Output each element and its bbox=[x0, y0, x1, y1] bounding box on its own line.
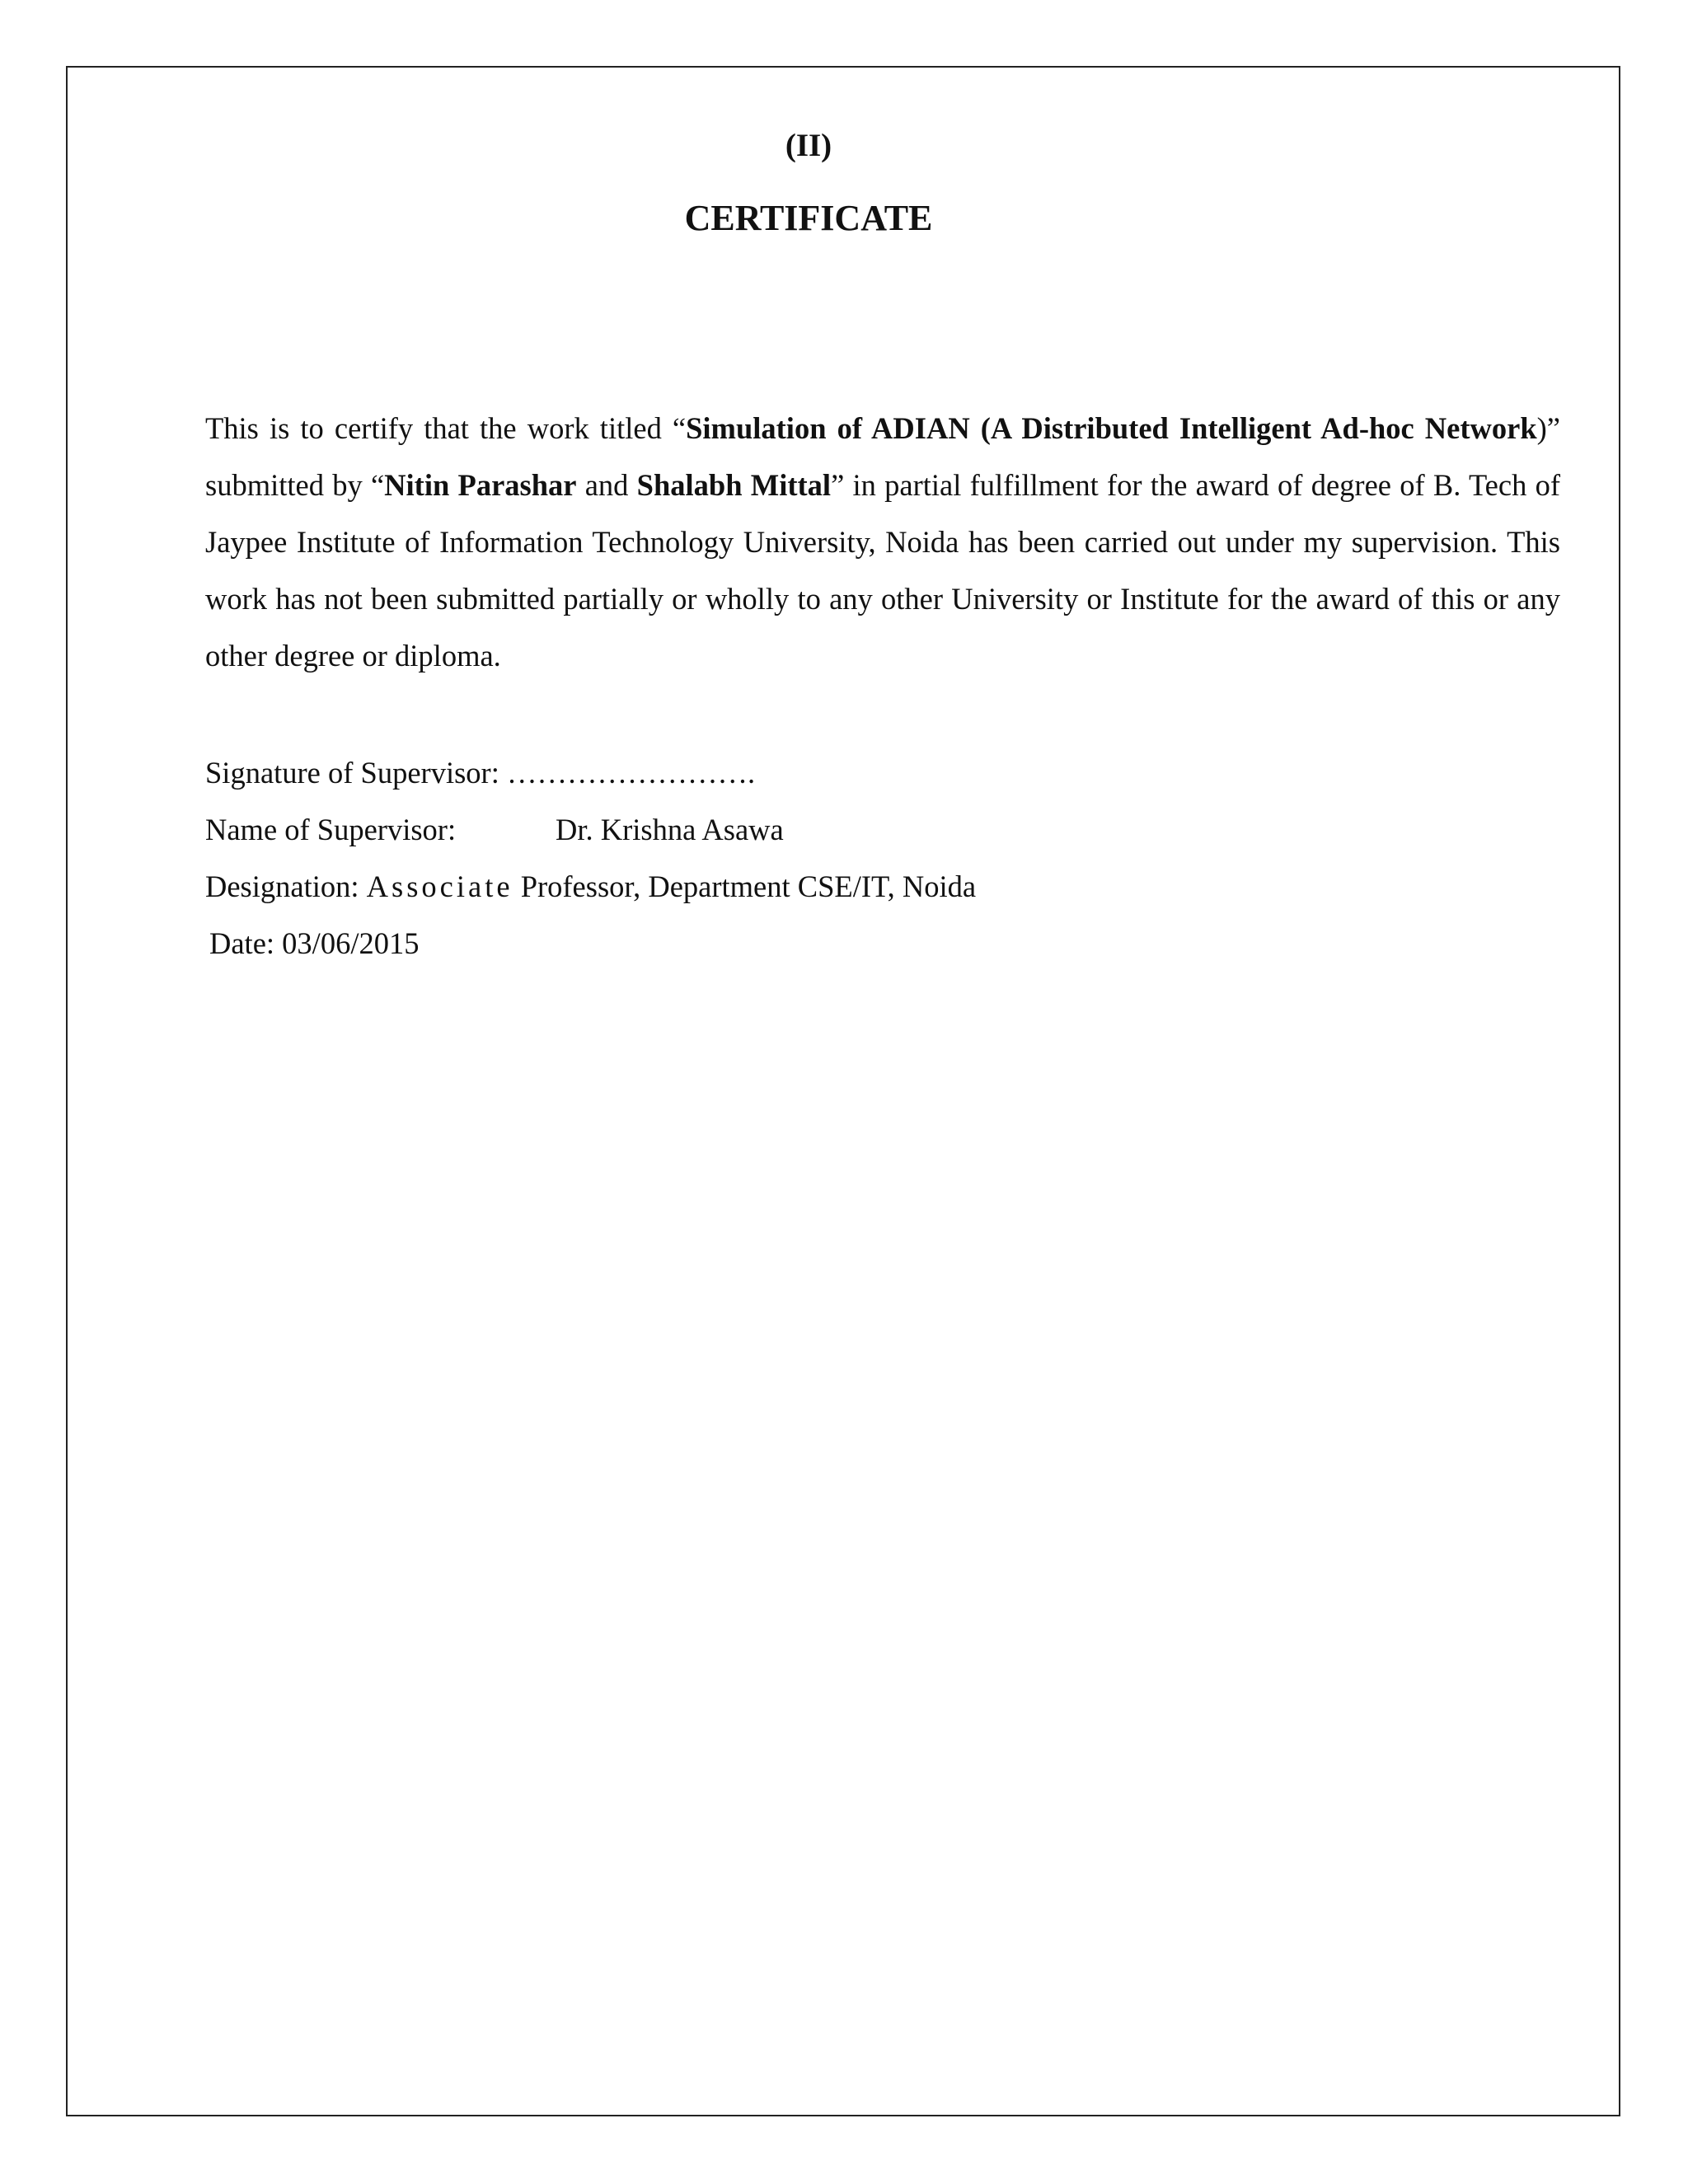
paragraph-text-1: This is to certify that the work titled “ bbox=[205, 411, 687, 445]
supervisor-name-line bbox=[205, 801, 1442, 858]
date-line bbox=[205, 915, 1442, 972]
signature-label: Signature of Supervisor: bbox=[205, 756, 499, 790]
date-label: Date: bbox=[209, 926, 275, 960]
author-name-1: Nitin Parashar bbox=[384, 468, 577, 502]
paragraph-text-3: and bbox=[576, 468, 637, 502]
section-number: (II) bbox=[785, 128, 832, 163]
paragraph-text-2: )” submitted by “ bbox=[205, 411, 1560, 502]
page-border bbox=[66, 66, 1620, 2116]
designation-title: Associate bbox=[366, 869, 513, 903]
signature-dots: ……………………. bbox=[506, 756, 756, 790]
designation-label: Designation: bbox=[205, 869, 359, 903]
signature-line bbox=[205, 744, 1442, 801]
supervisor-details bbox=[205, 744, 1442, 972]
date-value: 03/06/2015 bbox=[282, 926, 420, 960]
certificate-paragraph bbox=[205, 400, 1560, 684]
supervisor-name: Dr. Krishna Asawa bbox=[556, 813, 784, 846]
designation-rest: Professor, Department CSE/IT, Noida bbox=[520, 869, 977, 903]
designation-line bbox=[205, 858, 1442, 915]
paragraph-text-4: ” in partial fulfillment for the award of degree of B. Tech of Jaypee Institute of Information Technology University, Noida has been carried out under my supervision. This work has not been submitted partially or wholly to any other University or Institute for the award of this or any other degree or diploma. bbox=[205, 468, 1560, 673]
project-title: Simulation of ADIAN (A Distributed Intelligent Ad-hoc Network bbox=[686, 411, 1537, 445]
supervisor-name-label: Name of Supervisor: bbox=[205, 813, 457, 846]
page-title: CERTIFICATE bbox=[684, 198, 933, 238]
author-name-2: Shalabh Mittal bbox=[636, 468, 832, 502]
